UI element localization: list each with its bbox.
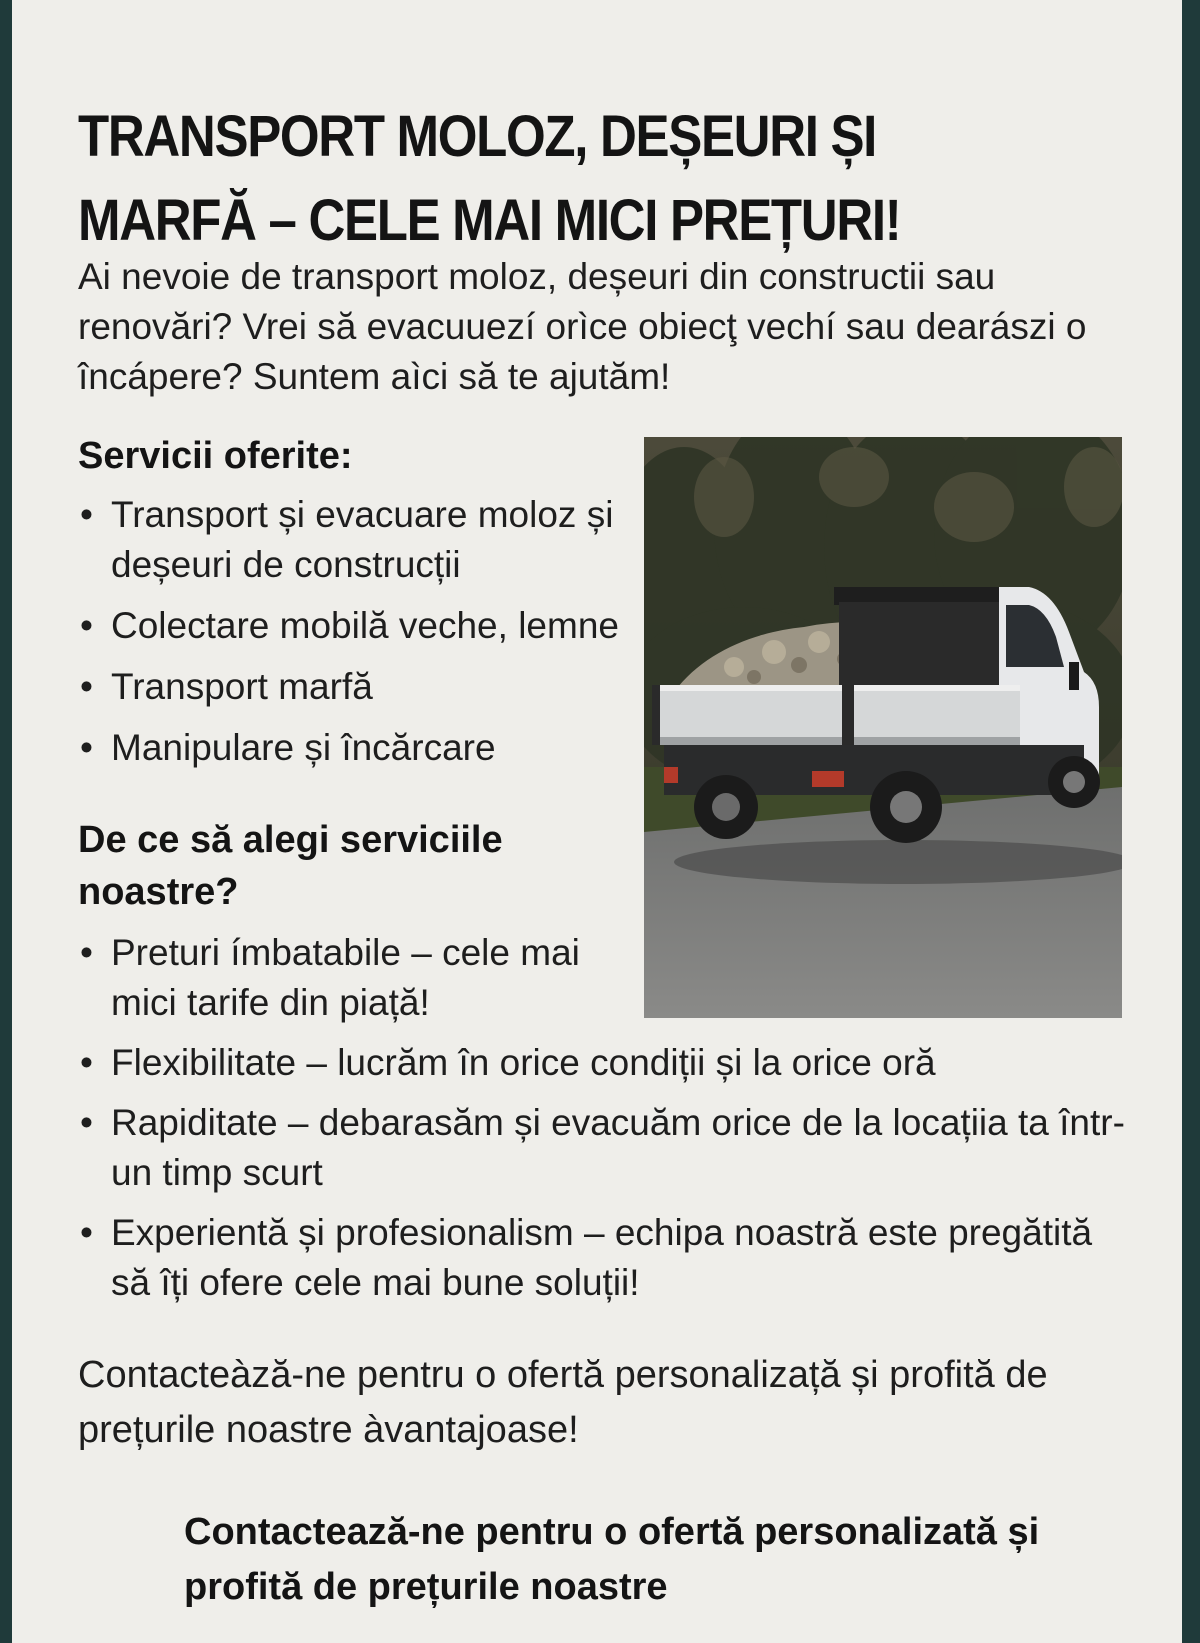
why-heading: De ce să alegi serviciile noastre?	[78, 819, 503, 913]
why-item: • Experientă și profesionalism – echipa noastră este pregătită să îți ofere cele mai bune soluții!	[78, 1208, 1138, 1308]
why-item: • Flexibilitate – lucrăm în orice condiții și la orice oră	[78, 1038, 1138, 1088]
footer-callout: Contactează-ne pentru o ofertă personalizată și profită de prețurile noastre	[184, 1511, 1040, 1608]
why-item: • Preturi ímbatabile – cele mai mici tarife din piață!	[78, 928, 631, 1028]
closing-paragraph: Contacteàză-ne pentru o ofertă personalizață și profită de prețurile noastre àvantajoase!	[78, 1354, 1048, 1451]
intro-paragraph: Ai nevoie de transport moloz, deșeuri din constructii sau renovări? Vrei să evacuuezí orìce obiecţ vechí sau dearászi o încápere? Suntem aìci să te ajutăm!	[78, 256, 1087, 397]
flyer-page	[12, 0, 1182, 1643]
service-item: • Transport și evacuare moloz și deșeuri de construcții	[78, 490, 638, 590]
truck-photo	[644, 437, 1122, 1018]
flatbed	[652, 685, 1020, 743]
services-list	[78, 490, 638, 784]
why-item: • Rapiditate – debarasăm și evacuăm orice de la locațiia ta într-un timp scurt	[78, 1098, 1138, 1198]
flyer-title: TRANSPORT MOLOZ, DEȘEURI ȘI MARFĂ – CELE MAI MICI PREȚURI!	[78, 103, 901, 253]
services-heading: Servicii oferite:	[78, 435, 353, 477]
service-item: • Transport marfă	[78, 662, 638, 712]
service-item: • Manipulare și încărcare	[78, 723, 638, 773]
service-item: • Colectare mobilă veche, lemne	[78, 601, 638, 651]
